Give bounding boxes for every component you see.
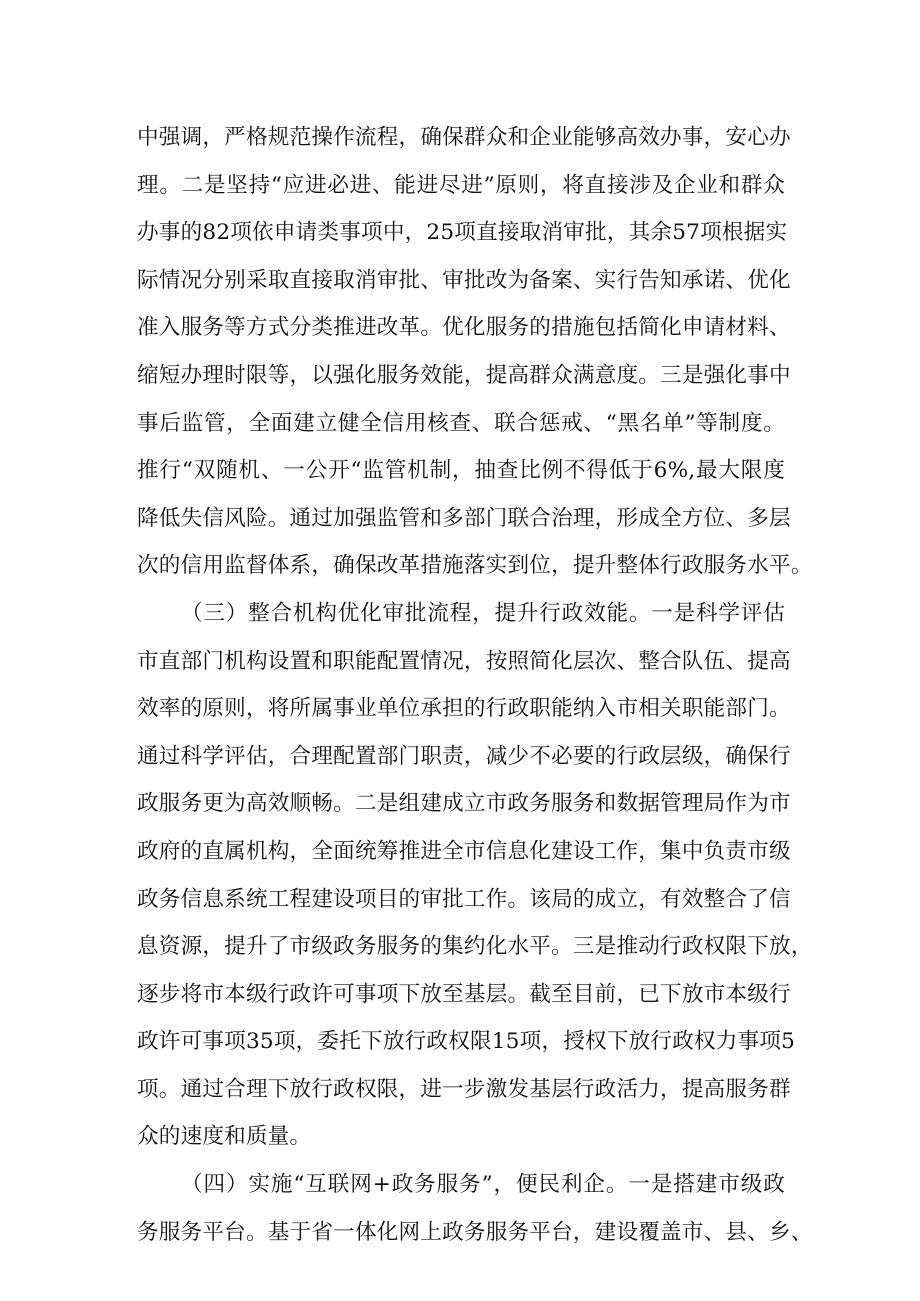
text-line: 政服务更为高效顺畅。二是组建成立市政务服务和数据管理局作为市: [137, 791, 791, 817]
document-body: [137, 114, 813, 1256]
text-line: 众的速度和质量。: [137, 1124, 312, 1150]
text-line: 理。二是坚持“应进必进、能进尽进”原则，将直接涉及企业和群众: [137, 172, 785, 198]
text-line: 务服务平台。基于省一体化网上政务服务平台，建设覆盖市、县、乡、: [137, 1219, 813, 1245]
text-line: 推行“双随机、一公开“监管机制，抽查比例不得低于6%,最大限度: [137, 458, 785, 484]
text-line: 办事的82项依申请类事项中，25项直接取消审批，其余57项根据实: [137, 220, 788, 246]
text-line: 市直部门机构设置和职能配置情况，按照简化层次、整合队伍、提高: [137, 648, 791, 674]
text-line: 息资源，提升了市级政务服务的集约化水平。三是推动行政权限下放，: [137, 934, 813, 960]
text-line: 际情况分别采取直接取消审批、审批改为备案、实行告知承诺、优化: [137, 267, 791, 293]
text-line: 政许可事项35项，委托下放行政权限15项，授权下放行政权力事项5: [137, 1029, 796, 1055]
text-line: 通过科学评估，合理配置部门职责，减少不必要的行政层级，确保行: [137, 743, 791, 769]
text-line: 政务信息系统工程建设项目的审批工作。该局的成立，有效整合了信: [137, 886, 791, 912]
text-line: 准入服务等方式分类推进改革。优化服务的措施包括简化申请材料、: [137, 315, 791, 341]
text-line: 事后监管，全面建立健全信用核查、联合惩戒、“黑名单”等制度。: [137, 410, 785, 436]
text-line: 降低失信风险。通过加强监管和多部门联合治理，形成全方位、多层: [137, 505, 791, 531]
text-line: 逐步将市本级行政许可事项下放至基层。截至目前，已下放市本级行: [137, 981, 791, 1007]
section-heading-line: （四）实施“互联网+政务服务”，便民利企。一是搭建市级政: [181, 1172, 785, 1198]
text-line: 缩短办理时限等，以强化服务效能，提高群众满意度。三是强化事中: [137, 362, 791, 388]
text-line: 中强调，严格规范操作流程，确保群众和企业能够高效办事，安心办: [137, 125, 791, 150]
section-heading-line: （三）整合机构优化审批流程，提升行政效能。一是科学评估: [181, 600, 785, 626]
text-line: 项。通过合理下放行政权限，进一步激发基层行政活力，提高服务群: [137, 1076, 791, 1102]
text-line: 次的信用监督体系，确保改革措施落实到位，提升整体行政服务水平。: [137, 553, 813, 579]
text-line: 效率的原则，将所属事业单位承担的行政职能纳入市相关职能部门。: [137, 696, 791, 722]
text-line: 政府的直属机构，全面统筹推进全市信息化建设工作，集中负责市级: [137, 838, 791, 864]
